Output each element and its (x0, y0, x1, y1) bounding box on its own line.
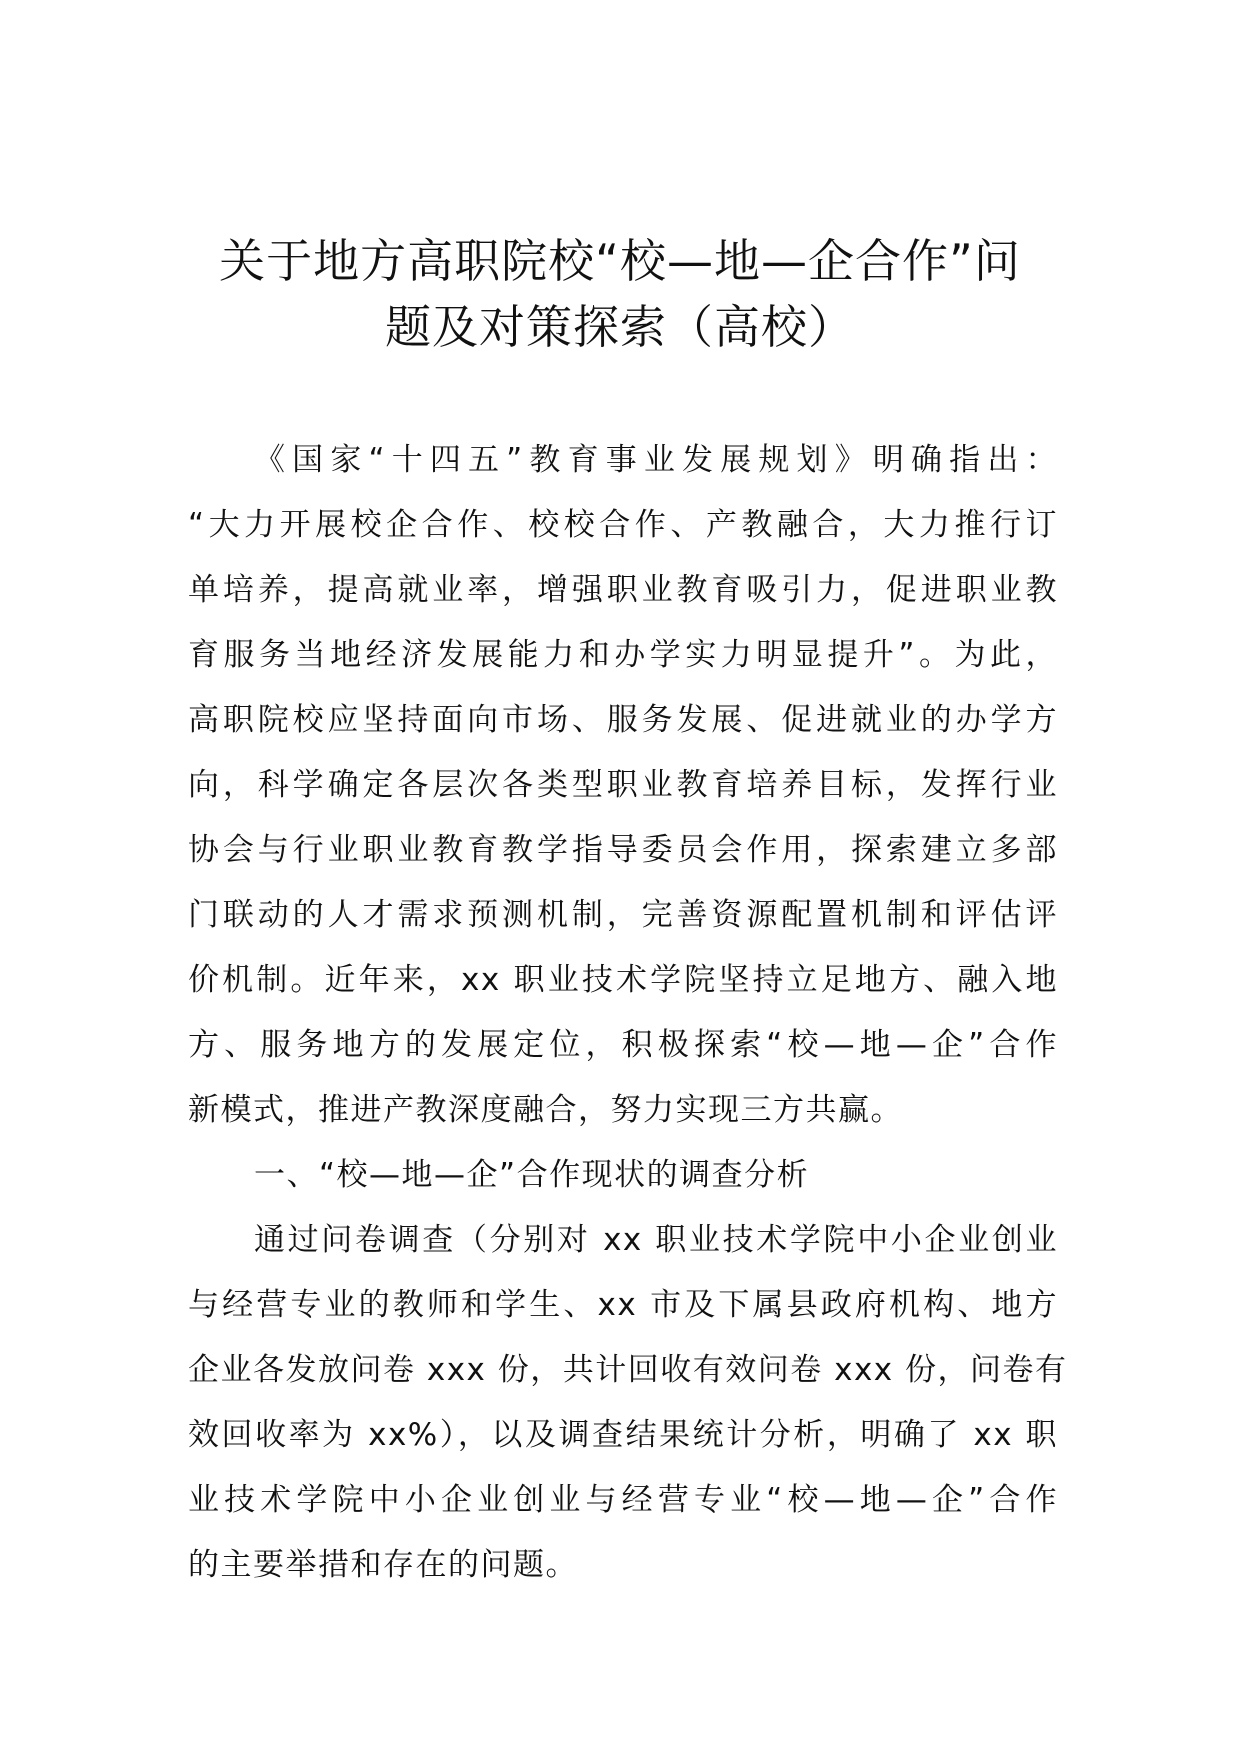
title-line: 关于地方高职院校“校—地—企合作”问 (219, 234, 1021, 288)
paragraph-intro (188, 428, 1058, 1143)
paragraph-line: 企业各发放问卷 xxx 份，共计回收有效问卷 xxx 份，问卷有 (188, 1352, 1068, 1388)
section-heading (188, 1143, 1058, 1208)
paragraph-line: 通过问卷调查（分别对 xx 职业技术学院中小企业创业 (254, 1222, 1058, 1258)
paragraph-line: 业技术学院中小企业创业与经营专业“校—地—企”合作 (188, 1482, 1058, 1518)
paragraph-line: 的主要举措和存在的问题。 (188, 1547, 578, 1583)
paragraph-line: 单培养，提高就业率，增强职业教育吸引力，促进职业教 (188, 572, 1058, 608)
section-heading-text: 一、“校—地—企”合作现状的调查分析 (254, 1157, 810, 1193)
paragraph-line: 高职院校应坚持面向市场、服务发展、促进就业的办学方 (188, 702, 1058, 738)
paragraph-line: 育服务当地经济发展能力和办学实力明显提升”。为此， (188, 637, 1058, 673)
paragraph-line: 与经营专业的教师和学生、xx 市及下属县政府机构、地方 (188, 1287, 1058, 1323)
paragraph-line: 价机制。近年来，xx 职业技术学院坚持立足地方、融入地 (188, 962, 1058, 998)
paragraph-line: “大力开展校企合作、校校合作、产教融合，大力推行订 (188, 507, 1058, 543)
paragraph-line: 向，科学确定各层次各类型职业教育培养目标，发挥行业 (188, 767, 1058, 803)
paragraph-line: 门联动的人才需求预测机制，完善资源配置机制和评估评 (188, 897, 1058, 933)
paragraph-survey (188, 1208, 1068, 1598)
title-line: 题及对策探索（高校） (385, 300, 855, 354)
paragraph-line: 《国家“十四五”教育事业发展规划》明确指出： (254, 442, 1058, 478)
paragraph-line: 效回收率为 xx%），以及调查结果统计分析，明确了 xx 职 (188, 1417, 1058, 1453)
document-title (150, 228, 1090, 360)
paragraph-line: 新模式，推进产教深度融合，努力实现三方共赢。 (188, 1092, 903, 1128)
document-body (188, 428, 1068, 1598)
paragraph-line: 方、服务地方的发展定位，积极探索“校—地—企”合作 (188, 1027, 1058, 1063)
paragraph-line: 协会与行业职业教育教学指导委员会作用，探索建立多部 (188, 832, 1058, 868)
